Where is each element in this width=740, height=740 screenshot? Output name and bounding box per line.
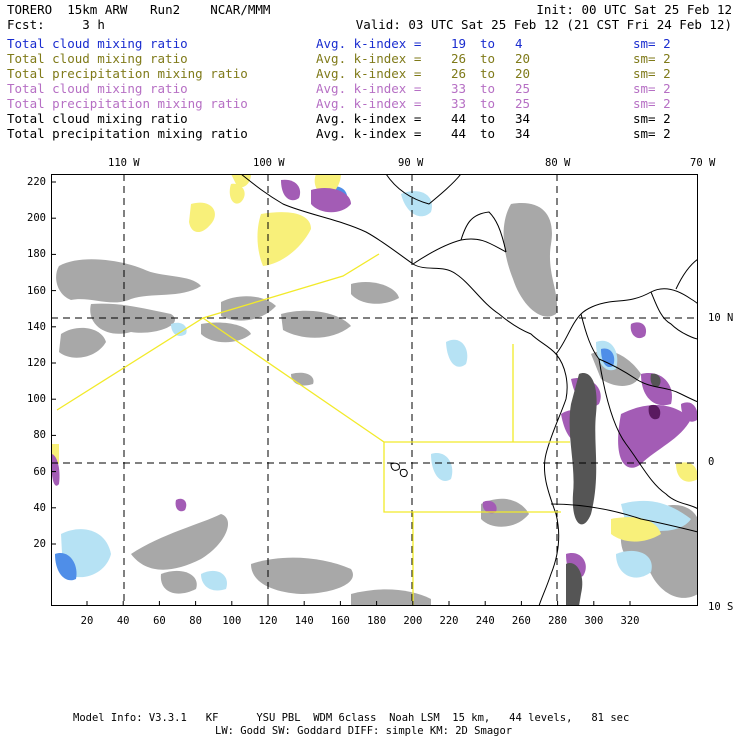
legend-smoothing: sm= 2: [633, 81, 671, 96]
legend-k-min: 26: [451, 51, 467, 66]
legend-row: [7, 81, 732, 96]
legend-variable-name: Total cloud mixing ratio: [7, 51, 188, 66]
legend-smoothing: sm= 2: [633, 96, 671, 111]
legend-stat-label: Avg. k-index =: [316, 51, 422, 66]
x-tick-label: 140: [294, 615, 314, 627]
legend-variable-name: Total precipitation mixing ratio: [7, 96, 248, 111]
model-resolution: 15km ARW: [67, 2, 128, 17]
legend-k-min: 44: [451, 111, 467, 126]
y-tick-label: 100: [27, 393, 46, 406]
lat-label-10n: 10 N: [708, 312, 734, 324]
model-name: TORERO: [7, 2, 53, 17]
lon-label-80w: 80 W: [545, 157, 571, 169]
legend-stat-label: Avg. k-index =: [316, 81, 422, 96]
legend-row: [7, 96, 732, 111]
legend-k-max: 20: [515, 66, 531, 81]
legend-k-min: 26: [451, 66, 467, 81]
lon-label-100w: 100 W: [253, 157, 285, 169]
legend-variable-name: Total cloud mixing ratio: [7, 111, 188, 126]
legend-stat-label: Avg. k-index =: [316, 96, 422, 111]
y-tick-label: 20: [33, 537, 46, 550]
x-tick-label: 180: [367, 615, 387, 627]
legend-variable-name: Total cloud mixing ratio: [7, 81, 188, 96]
legend-stat-label: Avg. k-index =: [316, 36, 422, 51]
x-tick-label: 20: [80, 615, 94, 627]
legend-row: [7, 111, 732, 126]
legend-smoothing: sm= 2: [633, 111, 671, 126]
model-info-line: Model Info: V3.3.1 KF YSU PBL WDM 6class Noah LSM 15 km, 44 levels, 81 sec: [73, 712, 630, 724]
legend-smoothing: sm= 2: [633, 126, 671, 141]
header-line-1: [7, 3, 270, 17]
y-tick-label: 120: [27, 356, 46, 369]
x-tick-label: 260: [511, 615, 531, 627]
legend-to: to: [480, 51, 496, 66]
header-line-2: [7, 18, 105, 32]
y-tick-label: 40: [33, 501, 46, 514]
y-tick-label: 80: [33, 429, 46, 442]
fcst-label: Fcst:: [7, 17, 45, 32]
forecast-map: [51, 174, 698, 606]
legend-k-min: 19: [451, 36, 467, 51]
legend-row: [7, 51, 732, 66]
lat-label-0: 0: [708, 456, 715, 468]
center-label: NCAR/MMM: [210, 2, 271, 17]
legend-k-max: 25: [515, 96, 531, 111]
legend-k-max: 4: [515, 36, 523, 51]
legend-to: to: [480, 126, 496, 141]
y-tick-label: 220: [27, 175, 46, 188]
legend-row: [7, 36, 732, 51]
legend-to: to: [480, 36, 496, 51]
legend-k-max: 25: [515, 81, 531, 96]
y-tick-label: 160: [27, 284, 46, 297]
y-tick-label: 180: [27, 248, 46, 261]
legend-to: to: [480, 96, 496, 111]
legend-smoothing: sm= 2: [633, 36, 671, 51]
legend-variable-name: Total cloud mixing ratio: [7, 36, 188, 51]
legend-to: to: [480, 66, 496, 81]
fcst-value: 3 h: [82, 17, 105, 32]
x-tick-label: 240: [475, 615, 495, 627]
y-tick-label: 60: [33, 465, 46, 478]
legend-to: to: [480, 111, 496, 126]
legend-k-min: 33: [451, 96, 467, 111]
lat-label-10s: 10 S: [708, 601, 734, 613]
legend-k-max: 34: [515, 111, 531, 126]
x-tick-label: 100: [222, 615, 242, 627]
x-tick-label: 280: [548, 615, 568, 627]
y-tick-label: 200: [27, 212, 46, 225]
x-tick-label: 40: [116, 615, 130, 627]
legend-stat-label: Avg. k-index =: [316, 126, 422, 141]
legend-stat-label: Avg. k-index =: [316, 111, 422, 126]
y-tick-label: 140: [27, 320, 46, 333]
physics-info-line: LW: Godd SW: Goddard DIFF: simple KM: 2D Smagor: [215, 725, 513, 737]
legend-smoothing: sm= 2: [633, 51, 671, 66]
valid-time: Valid: 03 UTC Sat 25 Feb 12 (21 CST Fri 24 Feb 12): [355, 17, 732, 32]
x-tick-label: 80: [189, 615, 202, 627]
legend-k-min: 44: [451, 126, 467, 141]
legend-row: [7, 66, 732, 81]
legend-k-max: 20: [515, 51, 531, 66]
init-time: Init: 00 UTC Sat 25 Feb 12: [536, 2, 732, 17]
lon-label-90w: 90 W: [398, 157, 424, 169]
lon-label-110w: 110 W: [108, 157, 140, 169]
legend-to: to: [480, 81, 496, 96]
x-tick-label: 220: [439, 615, 459, 627]
x-tick-label: 120: [258, 615, 278, 627]
legend-k-max: 34: [515, 126, 531, 141]
x-tick-label: 160: [330, 615, 350, 627]
x-tick-label: 300: [584, 615, 604, 627]
run-label: Run2: [150, 2, 181, 17]
lon-label-70w: 70 W: [690, 157, 716, 169]
legend-stat-label: Avg. k-index =: [316, 66, 422, 81]
map-background: [51, 174, 698, 606]
legend-variable-name: Total precipitation mixing ratio: [7, 66, 248, 81]
legend-variable-name: Total precipitation mixing ratio: [7, 126, 248, 141]
legend-k-min: 33: [451, 81, 467, 96]
legend-smoothing: sm= 2: [633, 66, 671, 81]
x-tick-label: 320: [620, 615, 640, 627]
legend-row: [7, 126, 732, 141]
x-tick-label: 60: [153, 615, 166, 627]
x-tick-label: 200: [403, 615, 423, 627]
